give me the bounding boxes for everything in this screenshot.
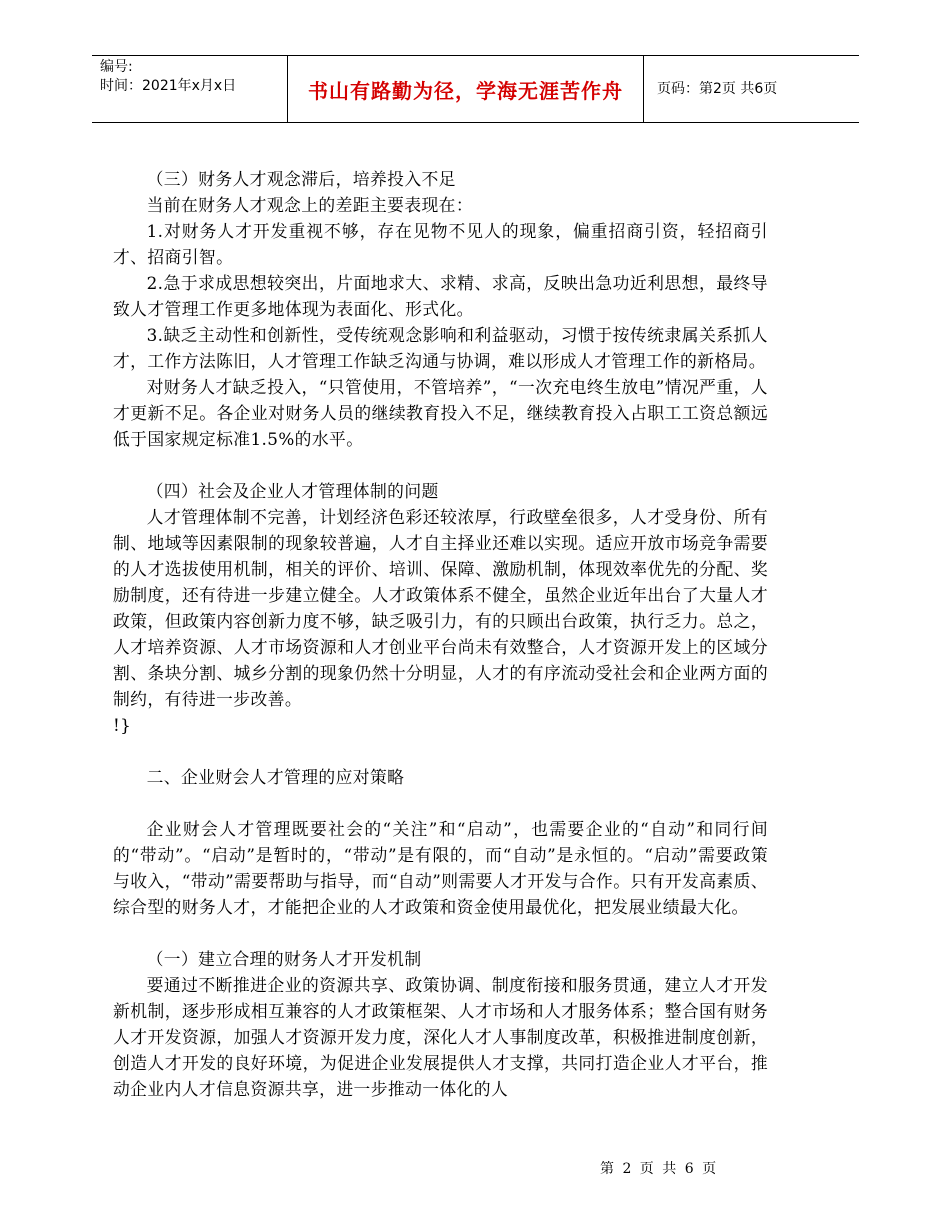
section-heading: （一）建立合理的财务人才开发机制 bbox=[146, 949, 422, 969]
motto-box bbox=[287, 56, 644, 122]
paragraph: 要通过不断推进企业的资源共享、政策协调、制度衔接和服务贯通，建立人才开发新机制，逐步形成相互兼容的人才政策框架、人才市场和人才服务体系；整合国有财务人才开发资源，加强人才资源开发力度，深化人才人事制度改革，积极推进制度创新，创造人才开发的良好环境，为促进企业发展提供人才支撑，共同打造企业人才平台，推动企业内人才信息资源共享，进一步推动一体化的人 bbox=[113, 975, 768, 1099]
paragraph: 企业财会人才管理既要社会的“关注”和“启动”，也需要企业的“自动”和同行间的“带动”。“启动”是暂时的，“带动”是有限的，而“自动”是永恒的。“启动”需要政策与收入，“带动”需要帮助与指导，而“自动”则需要人才开发与合作。只有开发高素质、综合型的财务人才，才能把企业的人才政策和资金使用最优化，把发展业绩最大化。 bbox=[113, 819, 768, 917]
section-heading: （三）财务人才观念滞后，培养投入不足 bbox=[146, 169, 456, 189]
paragraph: 对财务人才缺乏投入，“只管使用，不管培养”，“一次充电终生放电”情况严重，人才更新不足。各企业对财务人员的继续教育投入不足，继续教育投入占职工工资总额远低于国家规定标准1.5%的水平。 bbox=[113, 377, 768, 449]
header-motto: 书山有路勤为径，学海无涯苦作舟 bbox=[308, 78, 623, 103]
document-time-label: 时间：2021年x月x日 bbox=[100, 78, 237, 94]
header-page-info: 页码：第2页 共6页 bbox=[657, 81, 778, 97]
list-item: 2.急于求成思想较突出，片面地求大、求精、求高，反映出急功近利思想，最终导致人才管理工作更多地体现为表面化、形式化。 bbox=[113, 273, 768, 319]
chapter-heading: 二、企业财会人才管理的应对策略 bbox=[146, 767, 405, 787]
document-body bbox=[113, 166, 768, 1102]
page-footer: 第 2 页 共 6 页 bbox=[600, 1161, 719, 1177]
stray-text: !} bbox=[113, 715, 132, 735]
header-meta bbox=[100, 58, 290, 96]
page-header bbox=[92, 55, 859, 123]
paragraph: 当前在财务人才观念上的差距主要表现在： bbox=[146, 195, 474, 215]
document-number-label: 编号: bbox=[100, 59, 133, 75]
list-item: 1.对财务人才开发重视不够，存在见物不见人的现象，偏重招商引资，轻招商引才、招商引智。 bbox=[113, 221, 768, 267]
list-item: 3.缺乏主动性和创新性，受传统观念影响和利益驱动，习惯于按传统隶属关系抓人才，工作方法陈旧，人才管理工作缺乏沟通与协调，难以形成人才管理工作的新格局。 bbox=[113, 325, 768, 371]
section-heading: （四）社会及企业人才管理体制的问题 bbox=[146, 481, 439, 501]
paragraph: 人才管理体制不完善，计划经济色彩还较浓厚，行政壁垒很多，人才受身份、所有制、地域等因素限制的现象较普遍，人才自主择业还难以实现。适应开放市场竞争需要的人才选拔使用机制，相关的评价、培训、保障、激励机制，体现效率优先的分配、奖励制度，还有待进一步建立健全。人才政策体系不健全，虽然企业近年出台了大量人才政策，但政策内容创新力度不够，缺乏吸引力，有的只顾出台政策，执行乏力。总之，人才培养资源、人才市场资源和人才创业平台尚未有效整合，人才资源开发上的区域分割、条块分割、城乡分割的现象仍然十分明显，人才的有序流动受社会和企业两方面的制约，有待进一步改善。 bbox=[113, 507, 768, 709]
